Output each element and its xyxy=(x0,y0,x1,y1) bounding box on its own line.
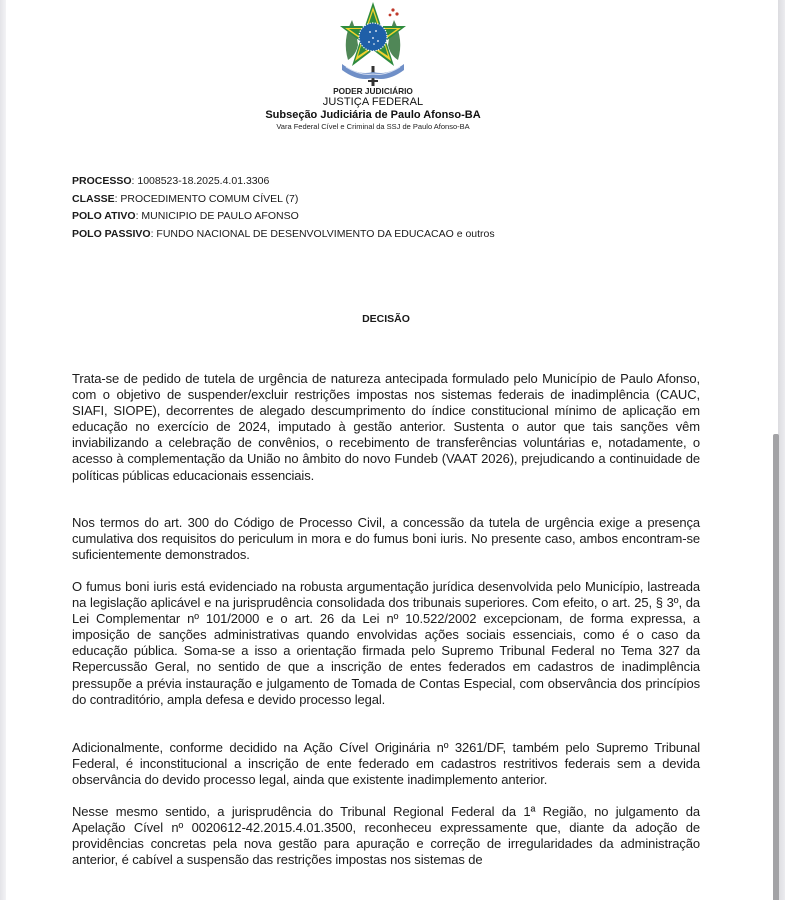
classe-value: : PROCEDIMENTO COMUM CÍVEL (7) xyxy=(114,192,299,205)
paragraph-1 xyxy=(72,371,700,484)
case-metadata xyxy=(72,173,495,243)
polo-ativo-row xyxy=(72,208,495,226)
scrollbar-thumb[interactable] xyxy=(773,434,779,900)
processo-label: PROCESSO xyxy=(72,175,132,187)
court-header xyxy=(173,87,573,131)
paragraph-text: O fumus boni iuris está evidenciado na robusta argumentação jurídica desenvolvida pelo Município, lastreada na legislação aplicável e na jurisprudência consolidada dos tribunais superiores. Com efeito, o art. 25, § 3º, da Lei Complementar nº 101/2000 e o art. 26 da Lei nº 10.522/2002 excepcionam, de forma expressa, a imposição de sanções administrativas quando envolvidas ações sociais essenciais, como é o caso da educação pública. Soma-se a isso a orientação firmada pelo Supremo Tribunal Federal no Tema 327 da Repercussão Geral, no sentido de que a inscrição de entes federados em cadastros de inadimplência pressupõe a prévia instauração e julgamento de Tomada de Contas Especial, com observância dos princípios do contraditório, ampla defesa e devido processo legal. xyxy=(72,579,700,707)
paragraph-text: Nesse mesmo sentido, a jurisprudência do Tribunal Regional Federal da 1ª Região, no julgamento da Apelação Cível nº 0020612-42.2015.4.01.3500, reconheceu expressamente que, diante da adoção de providências concretas pela nova gestão para apuração e correção de irregularidades da administração anterior, é cabível a suspensão das restrições impostas nos sistemas de xyxy=(72,804,700,868)
processo-value: : 1008523-18.2025.4.01.3306 xyxy=(131,175,270,187)
paragraph-3 xyxy=(72,579,700,708)
header-vara: Vara Federal Cível e Criminal da SSJ de Paulo Afonso-BA xyxy=(276,122,470,132)
paragraph-2 xyxy=(72,515,700,563)
document-title: DECISÃO xyxy=(362,313,410,325)
polo-passivo-value: : FUNDO NACIONAL DE DESENVOLVIMENTO DA EDUCACAO e outros xyxy=(150,227,495,240)
scrollbar-track[interactable] xyxy=(778,0,785,900)
coat-of-arms-icon xyxy=(338,0,408,88)
paragraph-text: Adicionalmente, conforme decidido na Ação Cível Originária nº 3261/DF, também pelo Supremo Tribunal Federal, é inconstitucional a inscrição de ente federado em cadastros restritivos federais sem a devida observância do devido processo legal, ainda que existente inadimplemento anterior. xyxy=(72,740,700,788)
paragraph-5 xyxy=(72,804,700,868)
classe-label: CLASSE xyxy=(72,192,115,205)
polo-passivo-row xyxy=(72,226,495,244)
polo-passivo-label: POLO PASSIVO xyxy=(72,227,151,240)
polo-ativo-label: POLO ATIVO xyxy=(72,210,136,222)
paragraph-text: Nos termos do art. 300 do Código de Processo Civil, a concessão da tutela de urgência exige a presença cumulativa dos requisitos do periculum in mora e do fumus boni iuris. No presente caso, ambos encontram-se suficientemente demonstrados. xyxy=(72,515,700,563)
polo-ativo-value: : MUNICIPIO DE PAULO AFONSO xyxy=(135,210,299,222)
header-subsecao: Subseção Judiciária de Paulo Afonso-BA xyxy=(265,109,481,122)
classe-row xyxy=(72,191,495,209)
paragraph-4 xyxy=(72,740,700,788)
processo-row xyxy=(72,173,495,191)
header-poder-judiciario: PODER JUDICIÁRIO xyxy=(333,86,413,96)
paragraph-text: Trata-se de pedido de tutela de urgência de natureza antecipada formulado pelo Município de Paulo Afonso, com o objetivo de suspender/excluir restrições impostas nos sistemas federais de inadimplência (CAUC, SIAFI, SIOPE), decorrentes de alegado descumprimento do índice constitucional mínimo de aplicação em educação no exercício de 2024, imputado à gestão anterior. Sustenta o autor que tais sanções vêm inviabilizando a celebração de convênios, o recebimento de transferências voluntárias e, notadamente, o acesso à complementação da União no âmbito do novo Fundeb (VAAT 2026), prejudicando a continuidade de políticas públicas educacionais essenciais. xyxy=(72,371,700,483)
header-justica-federal: JUSTIÇA FEDERAL xyxy=(322,96,424,109)
